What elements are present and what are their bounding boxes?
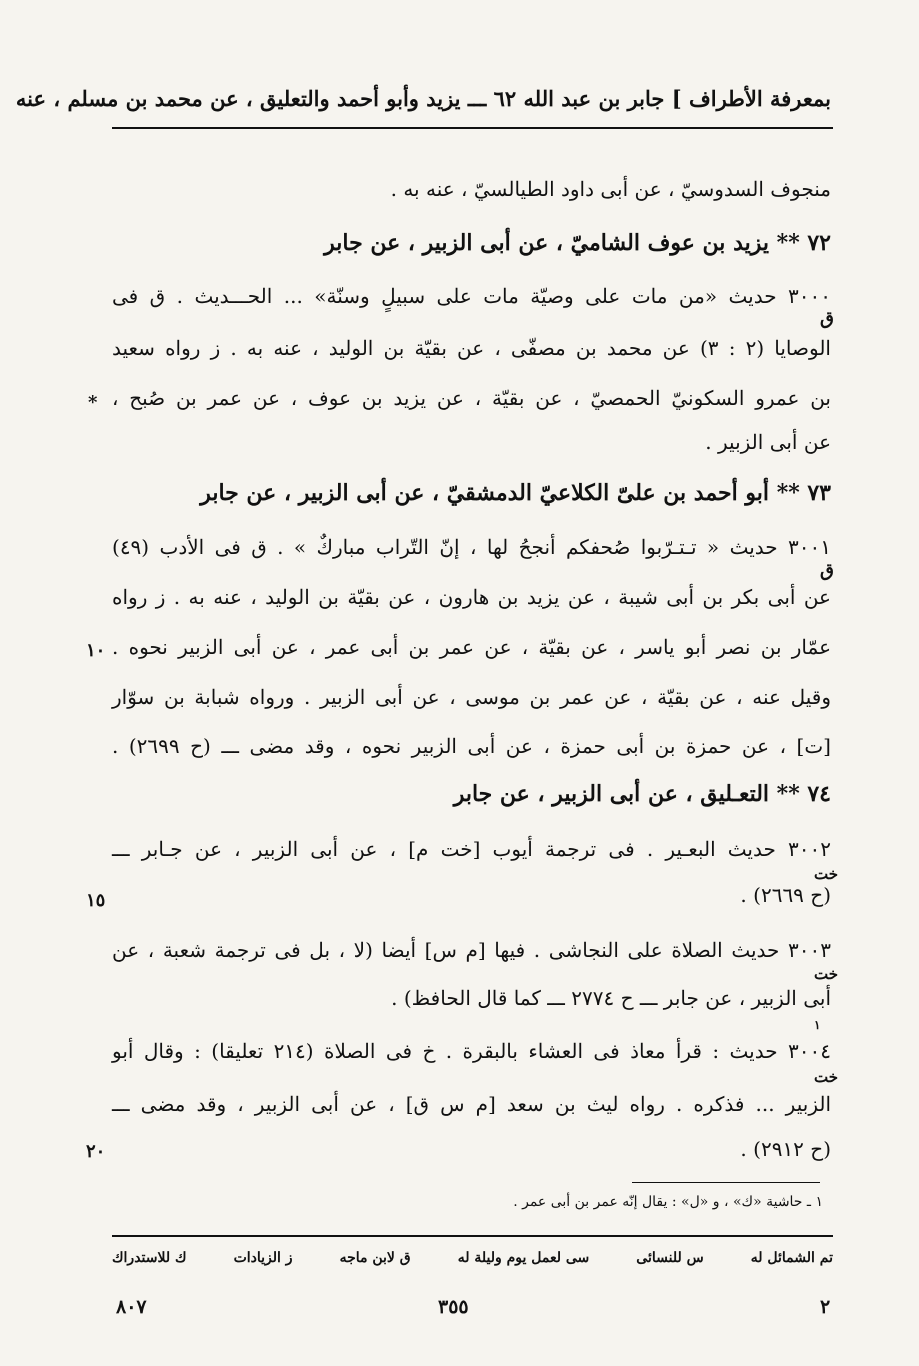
text-line: عمّار بن نصر أبو ياسر ، عن بقيّة ، عن عمر بن أبى عمر ، عن أبى الزبير نحوه . xyxy=(112,635,831,659)
sigla-rule xyxy=(112,1235,833,1237)
text-line: الوصايا (٢ : ٣) عن محمد بن مصفّى ، عن بقيّة بن الوليد ، عنه به . ز رواه سعيد xyxy=(112,336,831,360)
margin-siglum: خت xyxy=(814,865,839,883)
line-number: ٢٠ xyxy=(86,1141,106,1162)
sigla-item: ز الزيادات xyxy=(233,1250,293,1266)
text-line: منجوف السدوسيّ ، عن أبى داود الطيالسيّ ، عنه به . xyxy=(390,177,831,201)
sigla-item: سى لعمل يوم وليلة له xyxy=(457,1250,590,1266)
footnote-marker: ١ xyxy=(814,1018,821,1032)
text-line: (ح ٢٦٦٩) . xyxy=(740,883,831,907)
hadith-line: ٣٠٠٤ حديث : قرأ معاذ فى العشاء بالبقرة . خ فى الصلاة (٢١٤ تعليقا) : وقال أبو xyxy=(112,1039,831,1063)
text-line: بن عمرو السكونيّ الحمصيّ ، عن بقيّة ، عن يزيد بن عوف ، عن عمر بن صُبح ، xyxy=(112,386,831,410)
sigla-item: ق لابن ماجه xyxy=(339,1250,411,1266)
sigla-item: س للنسائى xyxy=(636,1250,704,1266)
sigla-bar xyxy=(112,1250,833,1266)
running-header: بمعرفة الأطراف ] جابر بن عبد الله ٦٢ ـــ يزيد وأبو أحمد والتعليق ، عن محمد بن مسلم ، عنه xyxy=(15,86,831,111)
margin-siglum: ق xyxy=(820,308,834,329)
line-number: ١٠ xyxy=(86,640,106,661)
entry-heading: ٧٣ ** أبو أحمد بن علىّ الكلاعيّ الدمشقيّ ، عن أبى الزبير ، عن جابر xyxy=(200,480,831,506)
sigla-item: تم الشمائل له xyxy=(750,1250,833,1266)
text-line: أبى الزبير ، عن جابر ـــ ح ٢٧٧٤ ـــ كما قال الحافظ) . xyxy=(391,986,831,1010)
hadith-line: ٣٠٠٣ حديث الصلاة على النجاشى . فيها [م س] أيضا (لا ، بل فى ترجمة شعبة ، عن xyxy=(112,938,831,962)
text-line: الزبير ... فذكره . رواه ليث بن سعد [م س ق] ، عن أبى الزبير ، وقد مضى ـــ xyxy=(112,1092,832,1116)
entry-heading: ٧٢ ** يزيد بن عوف الشاميّ ، عن أبى الزبير ، عن جابر xyxy=(324,230,831,256)
folio-right: ٢ xyxy=(820,1296,831,1318)
sigla-item: ك للاستدراك xyxy=(112,1250,187,1266)
text-line: عن أبى الزبير . xyxy=(705,430,831,454)
header-rule xyxy=(112,127,833,129)
margin-siglum: خت xyxy=(814,1068,839,1086)
entry-heading: ٧٤ ** التعـليق ، عن أبى الزبير ، عن جابر xyxy=(453,781,831,807)
folio-left: ٨٠٧ xyxy=(116,1296,147,1318)
hadith-line: ٣٠٠١ حديث « تـتـرّبوا صُحفكم أنجحُ لها ، إنّ التّراب مباركٌ » . ق فى الأدب (٤٩) xyxy=(112,535,831,559)
footnote-rule xyxy=(632,1182,820,1183)
footnote: ١ ـ حاشية «ك» ، و «ل» : يقال إنّه عمر بن أبى عمر . xyxy=(513,1194,823,1210)
hadith-line: ٣٠٠٢ حديث البعـير . فى ترجمة أيوب [خت م] ، عن أبى الزبير ، عن جـابر ـــ xyxy=(112,837,831,861)
page-number: ٣٥٥ xyxy=(438,1296,469,1318)
margin-siglum: ق xyxy=(820,560,834,581)
text-line: [ت] ، عن حمزة بن أبى حمزة ، عن أبى الزبير نحوه ، وقد مضى ـــ (ح ٢٦٩٩) . xyxy=(112,734,831,758)
margin-siglum: خت xyxy=(814,965,839,983)
text-line: عن أبى بكر بن أبى شيبة ، عن يزيد بن هارون ، عن بقيّة بن الوليد ، عنه به . ز رواه xyxy=(112,585,831,609)
hadith-line: ٣٠٠٠ حديث «من مات على وصيّة مات على سبيلٍ وسنّة» ... الحـــديث . ق فى xyxy=(112,284,831,308)
asterisk-mark: * xyxy=(88,392,98,413)
text-line: وقيل عنه ، عن بقيّة ، عن عمر بن موسى ، عن أبى الزبير . ورواه شبابة بن سوّار xyxy=(112,685,831,709)
text-line: (ح ٢٩١٢) . xyxy=(740,1137,831,1161)
line-number: ١٥ xyxy=(86,890,106,911)
